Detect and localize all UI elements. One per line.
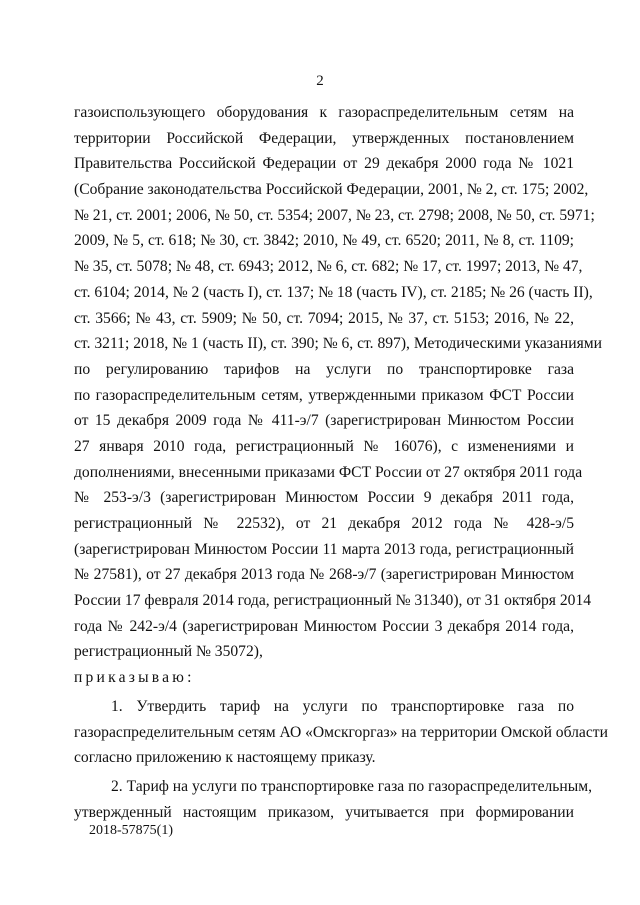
- text-line: России 17 февраля 2014 года, регистрационный № 31340), от 31 октября 2014: [74, 592, 592, 610]
- text-line: по газораспределительным сетям, утвержденными приказом ФСТ России: [74, 386, 574, 404]
- text-line: Правительства Российской Федерации от 29 декабря 2000 года № 1021: [74, 155, 574, 173]
- text-line: ст. 3566; № 43, ст. 5909; № 50, ст. 7094; 2015, № 37, ст. 5153; 2016, № 22,: [74, 309, 574, 327]
- text-line: ст. 6104; 2014, № 2 (часть I), ст. 137; № 18 (часть IV), ст. 2185; № 26 (часть II),: [74, 283, 593, 301]
- text-line: территории Российской Федерации, утвержденных постановлением: [74, 129, 574, 147]
- text-line: № 27581), от 27 декабря 2013 года № 268-э/7 (зарегистрирован Минюстом: [74, 566, 574, 584]
- text-line: утвержденный настоящим приказом, учитывается при формировании: [74, 803, 574, 821]
- text-line: № 253-э/3 (зарегистрирован Минюстом России 9 декабря 2011 года,: [74, 489, 574, 507]
- text-line: (Собрание законодательства Российской Федерации, 2001, № 2, ст. 175; 2002,: [74, 181, 589, 199]
- text-line: № 21, ст. 2001; 2006, № 50, ст. 5354; 2007, № 23, ст. 2798; 2008, № 50, ст. 5971;: [74, 206, 595, 224]
- text-line: 27 января 2010 года, регистрационный № 16076), с изменениями и: [74, 437, 574, 455]
- document-code: 2018-57875(1): [89, 823, 173, 838]
- text-line: газоиспользующего оборудования к газораспределительным сетям на: [74, 104, 574, 121]
- text-line: (зарегистрирован Минюстом России 11 марта 2013 года, регистрационный: [74, 540, 574, 558]
- text-line: регистрационный № 22532), от 21 декабря 2012 года № 428-э/5: [74, 515, 574, 532]
- text-line: 2009, № 5, ст. 618; № 30, ст. 3842; 2010, № 49, ст. 6520; 2011, № 8, ст. 1109;: [74, 232, 574, 250]
- clause-1-start: 1. Утвердить тариф на услуги по транспортировке газа по: [111, 697, 574, 715]
- order-keyword: приказываю:: [74, 669, 195, 687]
- text-line: ст. 3211; 2018, № 1 (часть II), ст. 390; № 6, ст. 897), Методическими указаниями: [74, 335, 602, 353]
- text-line: по регулированию тарифов на услуги по транспортировке газа: [74, 360, 574, 378]
- text-line: регистрационный № 35072),: [74, 643, 263, 661]
- text-line: согласно приложению к настоящему приказу.: [74, 749, 376, 767]
- text-line: от 15 декабря 2009 года № 411-э/7 (зарегистрирован Минюстом России: [74, 412, 574, 430]
- text-line: года № 242-э/4 (зарегистрирован Минюстом России 3 декабря 2014 года,: [74, 617, 574, 635]
- text-line: газораспределительным сетям АО «Омскгоргаз» на территории Омской области: [74, 723, 608, 741]
- text-line: № 35, ст. 5078; № 48, ст. 6943; 2012, № 6, ст. 682; № 17, ст. 1997; 2013, № 47,: [74, 258, 583, 276]
- clause-2-start: 2. Тариф на услуги по транспортировке газа по газораспределительным,: [111, 777, 592, 795]
- page-number: 2: [316, 73, 324, 89]
- document-body: [74, 100, 608, 825]
- text-line: дополнениями, внесенными приказами ФСТ России от 27 октября 2011 года: [74, 463, 583, 481]
